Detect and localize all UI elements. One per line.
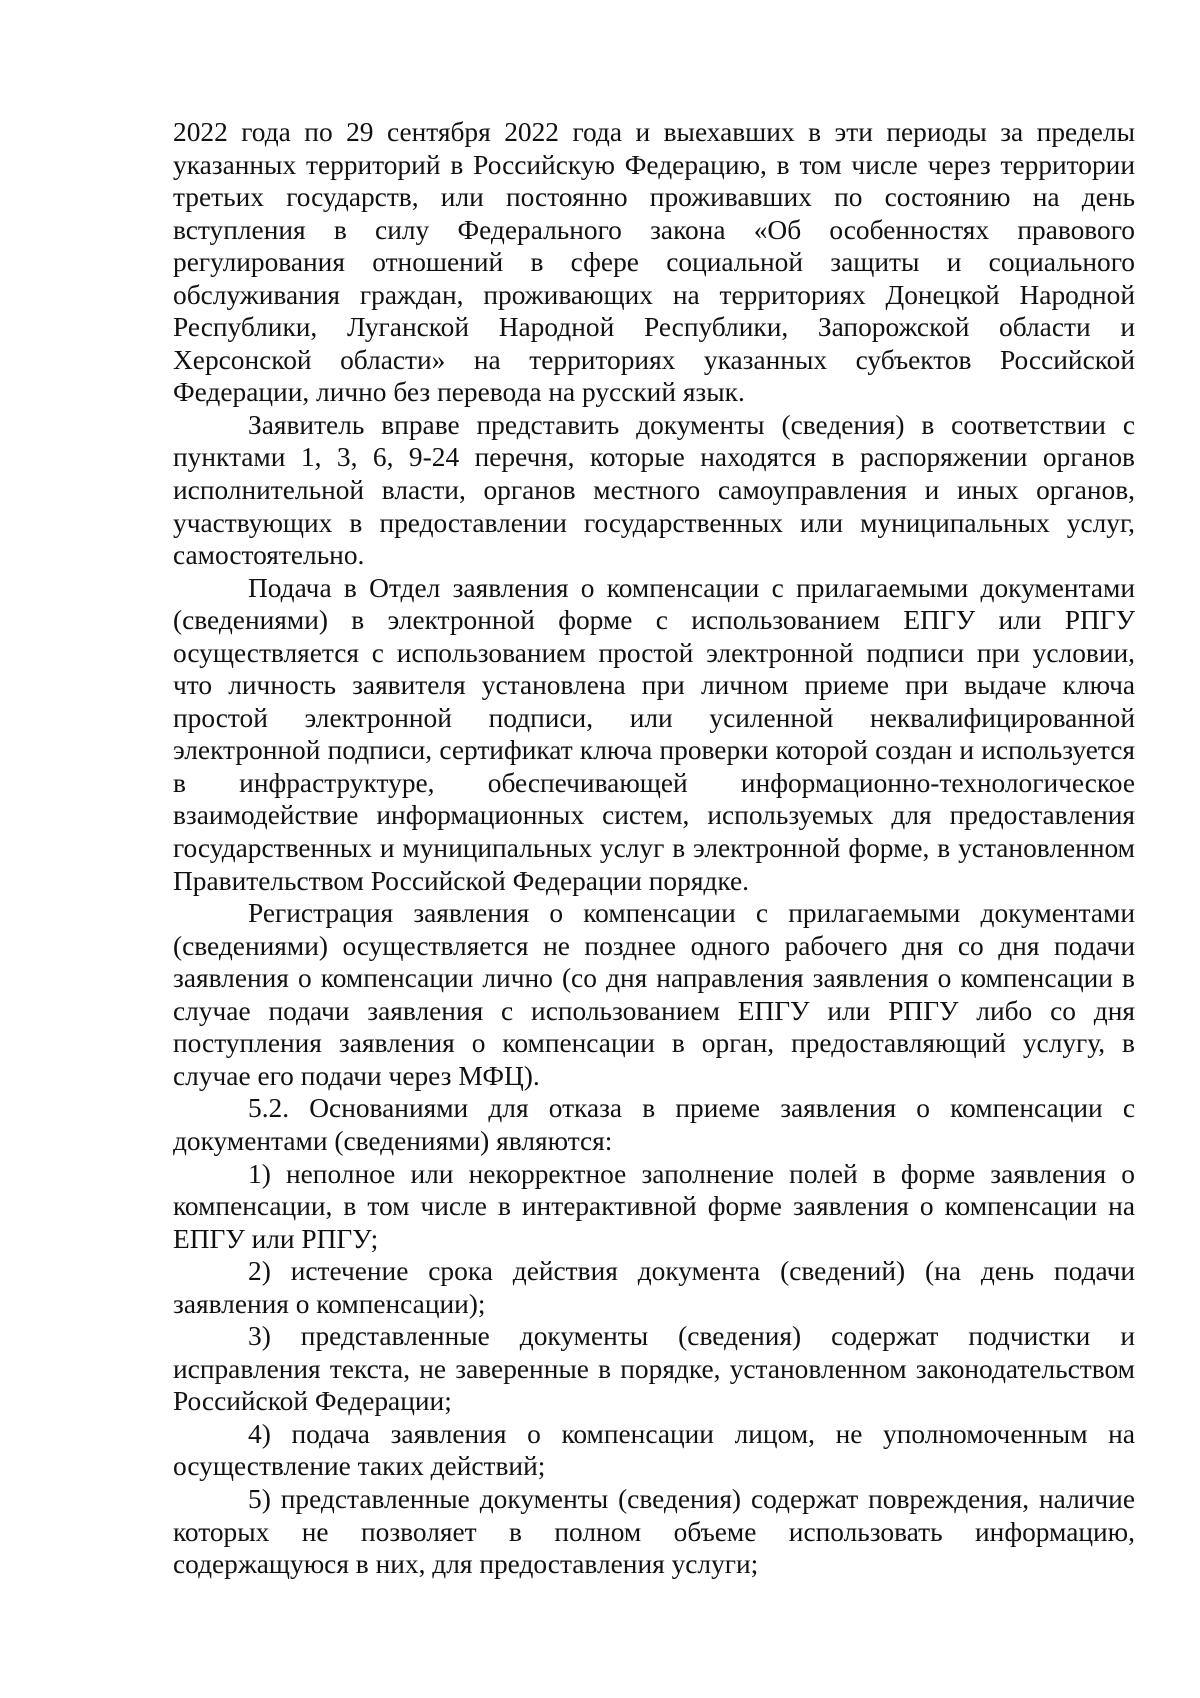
paragraph-electronic-submission: Подача в Отдел заявления о компенсации с прилагаемыми документами (сведениями) в электронной форме с использованием ЕПГУ или РПГУ осуществляется с использованием простой электронной подписи при условии, что личность заявителя установлена при личном приеме при выдаче ключа простой электронной подписи, или усиленной неквалифицированной электронной подписи, сертификат ключа проверки которой создан и используется в инфраструктуре, обеспечивающей информационно-технологическое взаимодействие информационных систем, используемых для предоставления государственных и муниципальных услуг в электронной форме, в установленном Правительством Российской Федерации порядке.: [173, 572, 1135, 896]
list-item-3: 3) представленные документы (сведения) содержат подчистки и исправления текста, не заверенные в порядке, установленном законодательством Российской Федерации;: [173, 1321, 1135, 1417]
list-item-1: 1) неполное или некорректное заполнение полей в форме заявления о компенсации, в том числе в интерактивной форме заявления о компенсации на ЕПГУ или РПГУ;: [173, 1158, 1135, 1254]
document-page: [173, 116, 1135, 1581]
paragraph-applicant-right: Заявитель вправе представить документы (сведения) в соответствии с пунктами 1, 3, 6, 9-24 перечня, которые находятся в распоряжении органов исполнительной власти, органов местного самоуправления и иных органов, участвующих в предоставлении государственных или муниципальных услуг, самостоятельно.: [173, 409, 1135, 571]
paragraph-registration: Регистрация заявления о компенсации с прилагаемыми документами (сведениями) осуществляется не позднее одного рабочего дня со дня подачи заявления о компенсации лично (со дня направления заявления о компенсации в случае подачи заявления с использованием ЕПГУ или РПГУ либо со дня поступления заявления о компенсации в орган, предоставляющий услугу, в случае его подачи через МФЦ).: [173, 898, 1135, 1091]
paragraph-refusal-grounds: 5.2. Основаниями для отказа в приеме заявления о компенсации с документами (сведениями) являются:: [173, 1093, 1135, 1156]
list-item-5: 5) представленные документы (сведения) содержат повреждения, наличие которых не позволяет в полном объеме использовать информацию, содержащуюся в них, для предоставления услуги;: [173, 1483, 1135, 1580]
list-item-4: 4) подача заявления о компенсации лицом, не уполномоченным на осуществление таких действий;: [173, 1418, 1135, 1482]
paragraph-continuation: 2022 года по 29 сентября 2022 года и выехавших в эти периоды за пределы указанных территорий в Российскую Федерацию, в том числе через территории третьих государств, или постоянно проживавших по состоянию на день вступления в силу Федерального закона «Об особенностях правового регулирования отношений в сфере социальной защиты и социального обслуживания граждан, проживающих на территориях Донецкой Народной Республики, Луганской Народной Республики, Запорожской области и Херсонской области» на территориях указанных субъектов Российской Федерации, лично без перевода на русский язык.: [173, 117, 1135, 408]
list-item-2: 2) истечение срока действия документа (сведений) (на день подачи заявления о компенсации);: [173, 1256, 1135, 1319]
